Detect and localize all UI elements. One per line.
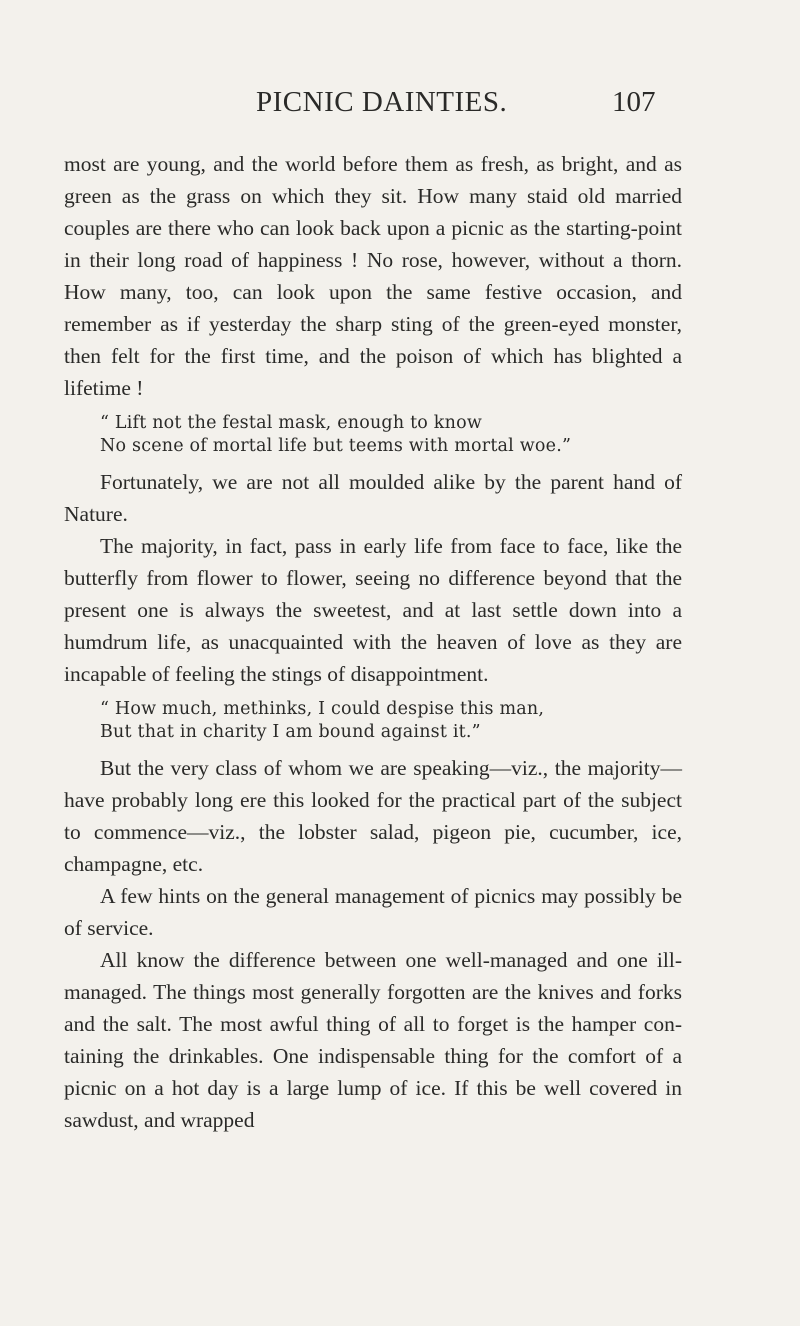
verse-line: But that in charity I am bound against it.” (100, 722, 481, 742)
paragraph: The majority, in fact, pass in early life from face to face, like the butterfly from flower to flower, seeing no difference beyond that the present one is always the sweetest, and at last settle down into a humdrum life, as unacquainted with the heaven of love as they are incapable of feeling the stings of disappointment. (64, 534, 682, 686)
running-title: PICNIC DAINTIES. (256, 86, 508, 118)
paragraph: But the very class of whom we are speaking—viz., the majority—have probably long ere this looked for the practical part of the subject to commence—viz., the lobster salad, pigeon pie, cucumber, ice, champagne, etc. (64, 756, 682, 876)
page-number: 107 (612, 86, 656, 118)
verse-line: “ Lift not the festal mask, enough to know (100, 413, 482, 433)
page-header (0, 86, 800, 126)
body-text (64, 148, 682, 1136)
paragraph: most are young, and the world before them as fresh, as bright, and as green as the grass on which they sit. How many staid old married couples are there who can look back upon a picnic as the starting-point in their long road of happiness ! No rose, however, without a thorn. How many, too, can look upon the same festive occasion, and remember as if yesterday the sharp sting of the green-eyed monster, then felt for the first time, and the poison of which has blighted a lifetime ! (64, 152, 682, 400)
verse-line: “ How much, methinks, I could despise this man, (100, 699, 545, 719)
verse-line: No scene of mortal life but teems with mortal woe.” (100, 436, 572, 456)
paragraph: All know the difference between one well-managed and one ill-managed. The things most generally forgotten are the knives and forks and the salt. The most awful thing of all to forget is the hamper con- taining the drinkables. One indispensable thing for the comfort of a picnic on a hot day is a large lump of ice. If this be well covered in sawdust, and wrapped (64, 948, 682, 1132)
paragraph: A few hints on the general management of picnics may possibly be of service. (64, 884, 682, 940)
paragraph: Fortunately, we are not all moulded alike by the parent hand of Nature. (64, 470, 682, 526)
verse-quote (100, 698, 682, 744)
verse-quote (100, 412, 682, 458)
